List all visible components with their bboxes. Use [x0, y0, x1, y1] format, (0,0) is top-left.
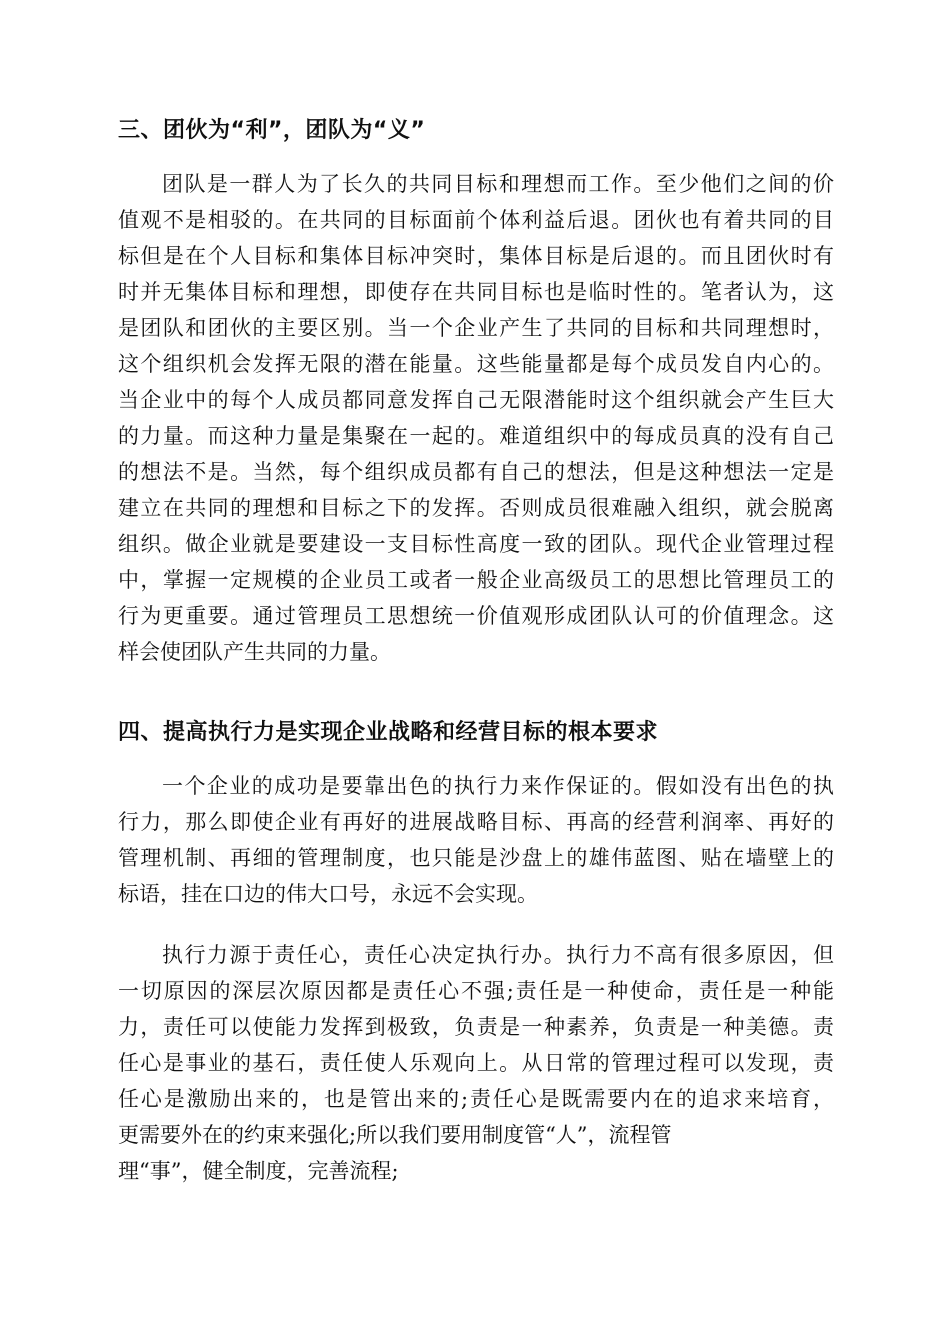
paragraph-line: 样会使团队产生共同的力量。: [118, 640, 391, 664]
paragraph-line: 标但是在个人目标和集体目标冲突时，集体目标是后退的。而且团伙时有: [118, 244, 834, 268]
paragraph-line: 执行力源于责任心，责任心决定执行办。执行力不高有很多原因，但: [162, 943, 834, 967]
paragraph-line: 标语，挂在口边的伟大口号，永远不会实现。: [118, 882, 538, 906]
paragraph-line: 行力，那么即使企业有再好的进展战略目标、再高的经营利润率、再好的: [118, 810, 834, 834]
section-4-heading: 四、提高执行力是实现企业战略和经营目标的根本要求: [118, 720, 659, 745]
paragraph-line: 当企业中的每个人成员都同意发挥自己无限潜能时这个组织就会产生巨大: [118, 388, 834, 412]
paragraph-line: 中，掌握一定规模的企业员工或者一般企业高级员工的思想比管理员工的: [118, 568, 834, 592]
section-3-paragraph: [118, 166, 834, 670]
paragraph-line: 一个企业的成功是要靠出色的执行力来作保证的。假如没有出色的执: [162, 774, 834, 798]
section-4-paragraph-2: [118, 937, 834, 1189]
paragraph-line: 是团队和团伙的主要区别。当一个企业产生了共同的目标和共同理想时，: [118, 316, 834, 340]
paragraph-line: 力，责任可以使能力发挥到极致，负责是一种素养，负责是一种美德。责: [118, 1015, 834, 1039]
paragraph-line: 管理机制、再细的管理制度，也只能是沙盘上的雄伟蓝图、贴在墙壁上的: [118, 846, 834, 870]
paragraph-line: 更需要外在的约束来强化;所以我们要用制度管“人”，流程管: [118, 1123, 672, 1147]
paragraph-line: 理“事”，健全制度，完善流程;: [118, 1159, 399, 1183]
paragraph-line: 值观不是相驳的。在共同的目标面前个体利益后退。团伙也有着共同的目: [118, 208, 834, 232]
paragraph-line: 组织。做企业就是要建设一支目标性高度一致的团队。现代企业管理过程: [118, 532, 834, 556]
paragraph-line: 时并无集体目标和理想，即使存在共同目标也是临时性的。笔者认为，这: [118, 280, 834, 304]
paragraph-line: 行为更重要。通过管理员工思想统一价值观形成团队认可的价值理念。这: [118, 604, 834, 628]
section-3-heading: 三、团伙为“利”，团队为“义”: [118, 118, 426, 143]
paragraph-line: 建立在共同的理想和目标之下的发挥。否则成员很难融入组织，就会脱离: [118, 496, 834, 520]
paragraph-line: 这个组织机会发挥无限的潜在能量。这些能量都是每个成员发自内心的。: [118, 352, 834, 376]
paragraph-line: 任心是激励出来的，也是管出来的;责任心是既需要内在的追求来培育，: [118, 1087, 834, 1111]
paragraph-line: 的想法不是。当然，每个组织成员都有自己的想法，但是这种想法一定是: [118, 460, 834, 484]
paragraph-line: 的力量。而这种力量是集聚在一起的。难道组织中的每成员真的没有自己: [118, 424, 834, 448]
paragraph-line: 任心是事业的基石，责任使人乐观向上。从日常的管理过程可以发现，责: [118, 1051, 834, 1075]
paragraph-line: 团队是一群人为了长久的共同目标和理想而工作。至少他们之间的价: [162, 172, 834, 196]
paragraph-line: 一切原因的深层次原因都是责任心不强;责任是一种使命，责任是一种能: [118, 979, 834, 1003]
section-4-paragraph-1: [118, 768, 834, 912]
